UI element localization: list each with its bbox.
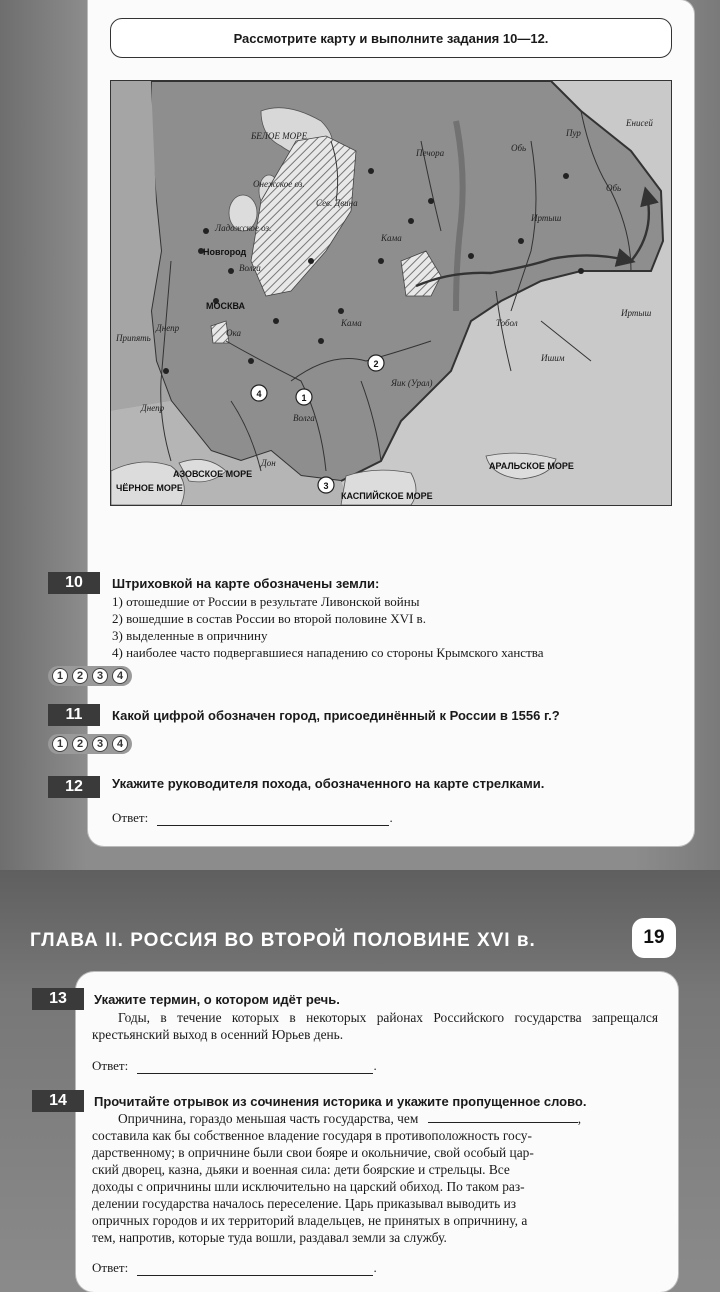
q14-line-2: составила как бы собственное владение государя в противоположность госу-	[92, 1128, 532, 1143]
question-number-11: 11	[48, 704, 100, 726]
label-pechora: Печора	[416, 148, 445, 158]
question-13-body: Годы, в течение которых в некоторых районах Российского государства запрещался крестьянский выход в осенний Юрьев день.	[92, 1010, 658, 1042]
q10-option-2: 2) вошедшие в состав России во второй половине XVI в.	[112, 611, 426, 626]
question-10-text: Штриховкой на карте обозначены земли:	[112, 576, 380, 591]
label-pripyat: Припять	[116, 333, 151, 343]
q14-line-4: ский дворец, казна, дьяки и военная сила: дети боярские и стрельцы. Все	[92, 1162, 510, 1177]
label-enisei: Енисей	[626, 118, 653, 128]
q11-choice-2[interactable]: 2	[72, 736, 88, 752]
historical-map	[110, 80, 672, 506]
q10-option-4: 4) наиболее часто подвергавшиеся нападению со стороны Крымского ханства	[112, 645, 544, 660]
q11-choices	[48, 734, 132, 754]
q14-line-6: делении государства началось переселение. Царь приказывал выводить из	[92, 1196, 517, 1211]
question-12-text: Укажите руководителя похода, обозначенного на карте стрелками.	[112, 776, 545, 791]
q10-choice-1[interactable]: 1	[52, 668, 68, 684]
q10-choice-4[interactable]: 4	[112, 668, 128, 684]
label-moscow: МОСКВА	[206, 301, 246, 311]
question-11-text: Какой цифрой обозначен город, присоединённый к России в 1556 г.?	[112, 708, 560, 723]
question-number-13: 13	[32, 988, 84, 1010]
q14-line-1: Опричнина, гораздо меньшая часть государства, чем ,	[118, 1111, 582, 1126]
label-onega: Онежское оз.	[253, 179, 305, 189]
q12-answer-row: Ответ: .	[112, 810, 393, 825]
q10-choice-3[interactable]: 3	[92, 668, 108, 684]
q10-option-3: 3) выделенные в опричнину	[112, 628, 268, 643]
label-azov-sea: АЗОВСКОЕ МОРЕ	[173, 469, 253, 479]
q14-blank[interactable]	[428, 1111, 578, 1123]
label-don: Дон	[261, 458, 276, 468]
marker-4	[251, 385, 267, 401]
question-number-14: 14	[32, 1090, 84, 1112]
label-black-sea: ЧЁРНОЕ МОРЕ	[116, 483, 183, 493]
label-caspian-sea: КАСПИЙСКОЕ МОРЕ	[341, 491, 433, 501]
question-14-text: Прочитайте отрывок из сочинения историка и укажите пропущенное слово.	[94, 1094, 587, 1109]
label-oka: Ока	[226, 328, 241, 338]
q13-answer-row: Ответ: .	[92, 1058, 377, 1073]
label-aral-sea: АРАЛЬСКОЕ МОРЕ	[489, 461, 574, 471]
map-svg	[111, 81, 671, 505]
q14-answer-field[interactable]	[137, 1263, 373, 1276]
q14-line-3: дарственному; в опричнине были свои бояре и окольничие, свой особый цар-	[92, 1145, 534, 1160]
q12-answer-label: Ответ:	[112, 810, 149, 825]
q11-choice-4[interactable]: 4	[112, 736, 128, 752]
label-volga-1: Волга	[239, 263, 261, 273]
label-ob-1: Обь	[511, 143, 527, 153]
marker-3	[318, 477, 334, 493]
q14-line-8: тем, напротив, которые туда вошли, раздавал земли за службу.	[92, 1230, 447, 1245]
marker-2	[368, 355, 384, 371]
label-ob-2: Обь	[606, 183, 622, 193]
chapter-title: ГЛАВА II. РОССИЯ ВО ВТОРОЙ ПОЛОВИНЕ XVI в.	[30, 930, 536, 951]
label-dnepr-2: Днепр	[141, 403, 165, 413]
label-sev-dvina: Сев. Двина	[316, 198, 358, 208]
label-volga-2: Волга	[293, 413, 315, 423]
label-ishim: Ишим	[541, 353, 565, 363]
q12-answer-field[interactable]	[157, 813, 389, 826]
q11-choice-3[interactable]: 3	[92, 736, 108, 752]
label-dnepr-1: Днепр	[156, 323, 180, 333]
q14-answer-row: Ответ: .	[92, 1260, 377, 1275]
label-kama-2: Кама	[341, 318, 362, 328]
label-white-sea: БЕЛОЕ МОРЕ	[251, 131, 308, 141]
question-number-10: 10	[48, 572, 100, 594]
label-ladoga: Ладожское оз.	[215, 223, 272, 233]
q14-answer-label: Ответ:	[92, 1260, 129, 1275]
q13-answer-field[interactable]	[137, 1061, 373, 1074]
label-novgorod: Новгород	[203, 247, 247, 257]
svg-text:1: 1	[301, 393, 307, 403]
instructions-header	[110, 18, 672, 58]
label-tobol: Тобол	[496, 318, 518, 328]
q10-option-1: 1) отошедшие от России в результате Ливонской войны	[112, 594, 420, 609]
label-irtysh-1: Иртыш	[531, 213, 562, 223]
question-13-text: Укажите термин, о котором идёт речь.	[94, 992, 340, 1007]
q14-line-7: опричных городов и их территорий владельцев, не принятых в опричнину, а	[92, 1213, 528, 1228]
q10-choice-2[interactable]: 2	[72, 668, 88, 684]
instructions-text: Рассмотрите карту и выполните задания 10—12.	[233, 30, 549, 46]
question-number-12: 12	[48, 776, 100, 798]
page-number: 19	[632, 918, 676, 958]
label-pur: Пур	[566, 128, 581, 138]
label-kama-1: Кама	[381, 233, 402, 243]
label-yaik: Яик (Урал)	[391, 378, 433, 388]
q10-choices	[48, 666, 132, 686]
svg-text:3: 3	[323, 481, 329, 491]
marker-1	[296, 389, 312, 405]
label-irtysh-2: Иртыш	[621, 308, 652, 318]
svg-text:2: 2	[373, 359, 379, 369]
q14-line-5: доходы с опричнины шли исключительно на царский обиход. По таком раз-	[92, 1179, 525, 1194]
q11-choice-1[interactable]: 1	[52, 736, 68, 752]
q13-answer-label: Ответ:	[92, 1058, 129, 1073]
svg-text:4: 4	[256, 389, 262, 399]
